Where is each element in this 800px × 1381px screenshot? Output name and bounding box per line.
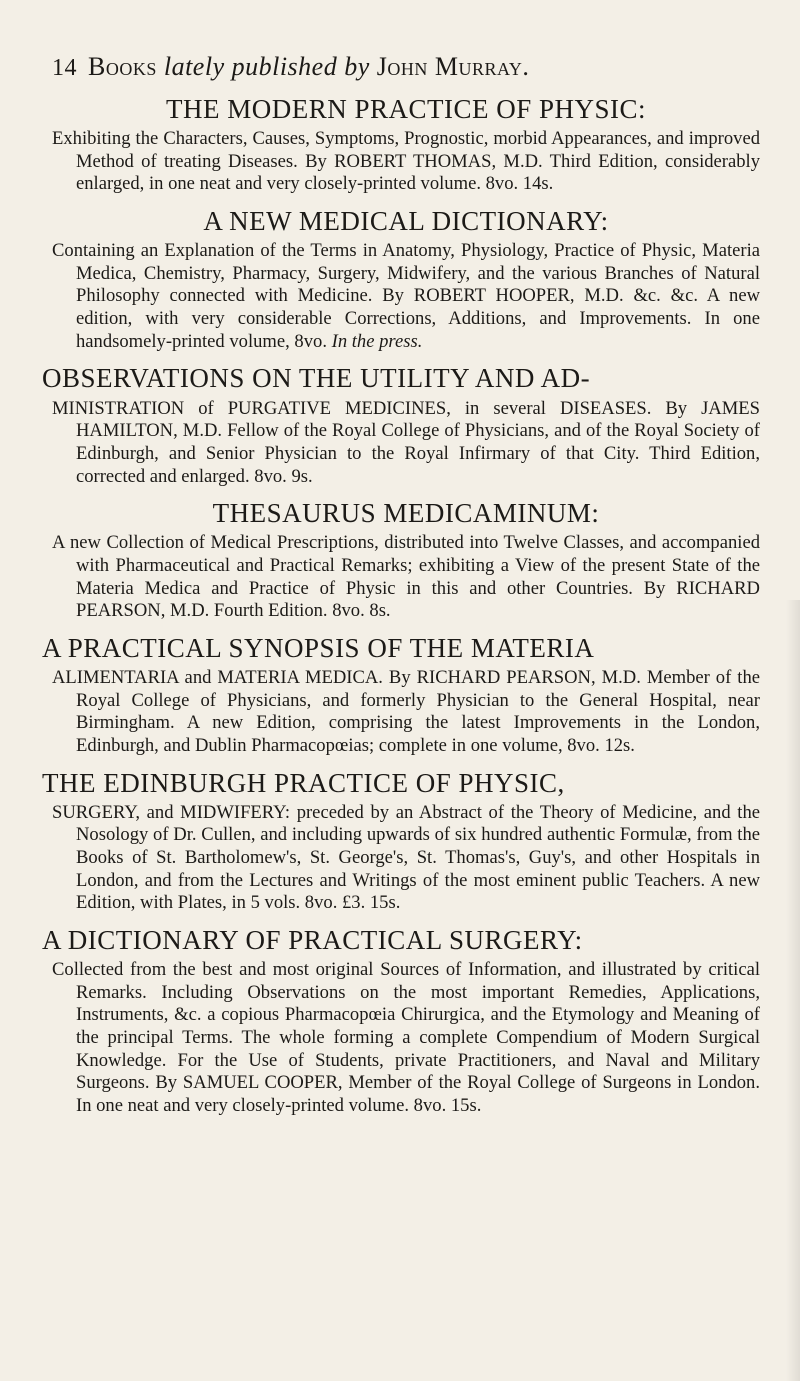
book-description (52, 398, 760, 489)
running-head-italic: lately published by (163, 52, 370, 81)
running-head-text (88, 52, 760, 82)
book-entry (42, 632, 760, 758)
page-edge-shadow (786, 600, 800, 1381)
book-title: THESAURUS MEDICAMINUM: (212, 498, 600, 529)
book-entry (52, 206, 760, 353)
book-description (52, 240, 760, 353)
running-head-end: John Murray. (369, 52, 530, 81)
book-entry (52, 94, 760, 196)
in-press-note: In the press. (331, 330, 423, 352)
book-entry (42, 767, 760, 915)
book-title: A NEW MEDICAL DICTIONARY: (203, 206, 609, 237)
book-title: A DICTIONARY OF PRACTICAL SURGERY: (42, 925, 583, 956)
book-description (52, 802, 760, 915)
book-description-text: SURGERY, and MIDWIFERY: preceded by an Abstract of the Theory of Medicine, and the Nosology of Dr. Cullen, and including upwards of six hundred authentic Formulæ, from the Books of St. Bartholomew's, St. George's, St. Thomas's, Guy's, and other Hospitals in London, and from the Lectures and Writings of the most eminent public Teachers. A new Edition, with Plates, in 5 vols. 8vo. £3. 15s. (52, 801, 760, 914)
book-description-text: MINISTRATION of PURGATIVE MEDICINES, in several DISEASES. By JAMES HAMILTON, M.D. Fellow of the Royal College of Physicians, and of the Royal Society of Edinburgh, and Senior Physician to the Royal Infirmary of that City. Third Edition, corrected and enlarged. 8vo. 9s. (52, 397, 760, 487)
book-description (52, 667, 760, 758)
book-title: OBSERVATIONS ON THE UTILITY AND AD- (42, 363, 591, 394)
book-title: A PRACTICAL SYNOPSIS OF THE MATERIA (42, 632, 595, 663)
book-description-text: ALIMENTARIA and MATERIA MEDICA. By RICHARD PEARSON, M.D. Member of the Royal College of Physicians, and formerly Physician to the General Hospital, near Birmingham. A new Edition, comprising the latest Improvements in the London, Edinburgh, and Dublin Pharmacopœias; complete in one volume, 8vo. 12s. (52, 666, 760, 756)
book-description-text: Exhibiting the Characters, Causes, Symptoms, Prognostic, morbid Appearances, and improved Method of treating Diseases. By ROBERT THOMAS, M.D. Third Edition, considerably enlarged, in one neat and very closely-printed volume. 8vo. 14s. (52, 128, 760, 195)
book-advert-page (42, 52, 760, 1128)
book-description (52, 128, 760, 196)
book-entry (42, 925, 760, 1118)
book-description (52, 959, 760, 1118)
book-entry (52, 498, 760, 623)
book-title: THE EDINBURGH PRACTICE OF PHYSIC, (42, 767, 565, 798)
book-entry (42, 363, 760, 488)
book-description-text: A new Collection of Medical Prescriptions, distributed into Twelve Classes, and accompanied with Pharmaceutical and Practical Remarks; exhibiting a View of the present State of the Materia Medica and Practice of Physic in this and other Countries. By RICHARD PEARSON, M.D. Fourth Edition. 8vo. 8s. (52, 532, 760, 622)
book-description-text: Containing an Explanation of the Terms in Anatomy, Physiology, Practice of Physic, Materia Medica, Chemistry, Pharmacy, Surgery, Midwifery, and the various Branches of Natural Philosophy connected with Medicine. By ROBERT HOOPER, M.D. &c. &c. A new edition, with very considerable Corrections, Additions, and Improvements. In one handsomely-printed volume, 8vo. (52, 240, 760, 352)
book-description (52, 532, 760, 623)
running-head-start: Books (88, 52, 164, 81)
page-number: 14 (52, 55, 77, 81)
running-head (52, 52, 760, 82)
book-title: THE MODERN PRACTICE OF PHYSIC: (165, 94, 647, 124)
book-description-text: Collected from the best and most original Sources of Information, and illustrated by critical Remarks. Including Observations on the most important Remedies, Applications, Instruments, &c. a copious Pharmacopœia Chirurgica, and the Etymology and Meaning of the principal Terms. The whole forming a complete Compendium of Modern Surgical Knowledge. For the Use of Students, private Practitioners, and Naval and Military Surgeons. By SAMUEL COOPER, Member of the Royal College of Surgeons in London. In one neat and very closely-printed volume. 8vo. 15s. (52, 959, 760, 1117)
